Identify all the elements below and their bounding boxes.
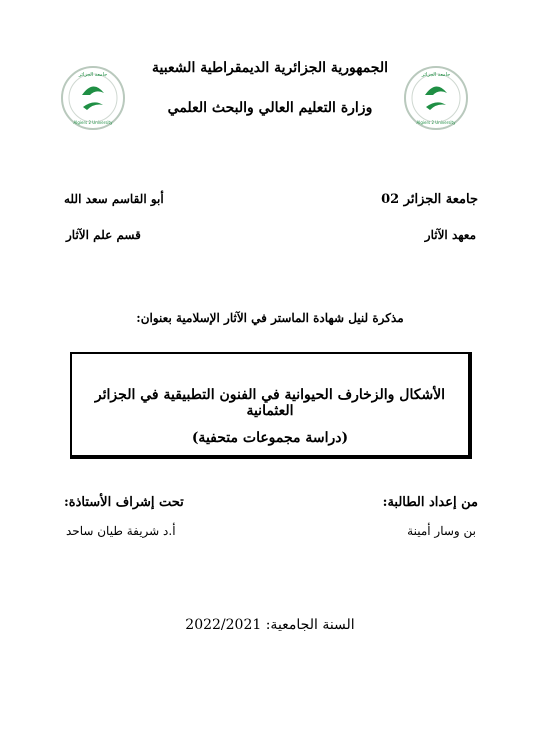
department-name: قسم علم الآثار xyxy=(66,228,141,242)
memo-subtitle: (دراسة مجموعات متحفية) xyxy=(191,430,349,446)
ministry-name: وزارة التعليم العالي والبحث العلمي xyxy=(167,100,373,116)
institute-name: معهد الآثار xyxy=(424,228,476,242)
memo-intro: مذكرة لنيل شهادة الماستر في الآثار الإسلامية بعنوان: xyxy=(136,311,404,325)
university-name: أبو القاسم سعد الله xyxy=(64,192,164,206)
supervisor-name: أ.د شريفة طيان ساحد xyxy=(66,524,176,538)
svg-text:Algiers 2 University: Algiers 2 University xyxy=(73,120,113,125)
memo-title: الأشكال والزخارف الحيوانية في الفنون التطبيقية في الجزائر العثمانية xyxy=(94,387,446,419)
supervisor-label: تحت إشراف الأستاذة: xyxy=(64,495,184,510)
svg-text:جامعة الجزائر: جامعة الجزائر xyxy=(78,72,108,78)
svg-text:Algiers 2 University: Algiers 2 University xyxy=(416,120,456,125)
student-name: بن وسار أمينة xyxy=(407,524,476,538)
svg-text:جامعة الجزائر: جامعة الجزائر xyxy=(421,72,451,78)
republic-name: الجمهورية الجزائرية الديمقراطية الشعبية xyxy=(151,60,388,76)
academic-year: السنة الجامعية: 2022/2021 xyxy=(185,617,355,633)
university-label: جامعة الجزائر 02 xyxy=(381,192,478,207)
title-box xyxy=(70,352,472,459)
student-label: من إعداد الطالبة: xyxy=(382,495,478,510)
